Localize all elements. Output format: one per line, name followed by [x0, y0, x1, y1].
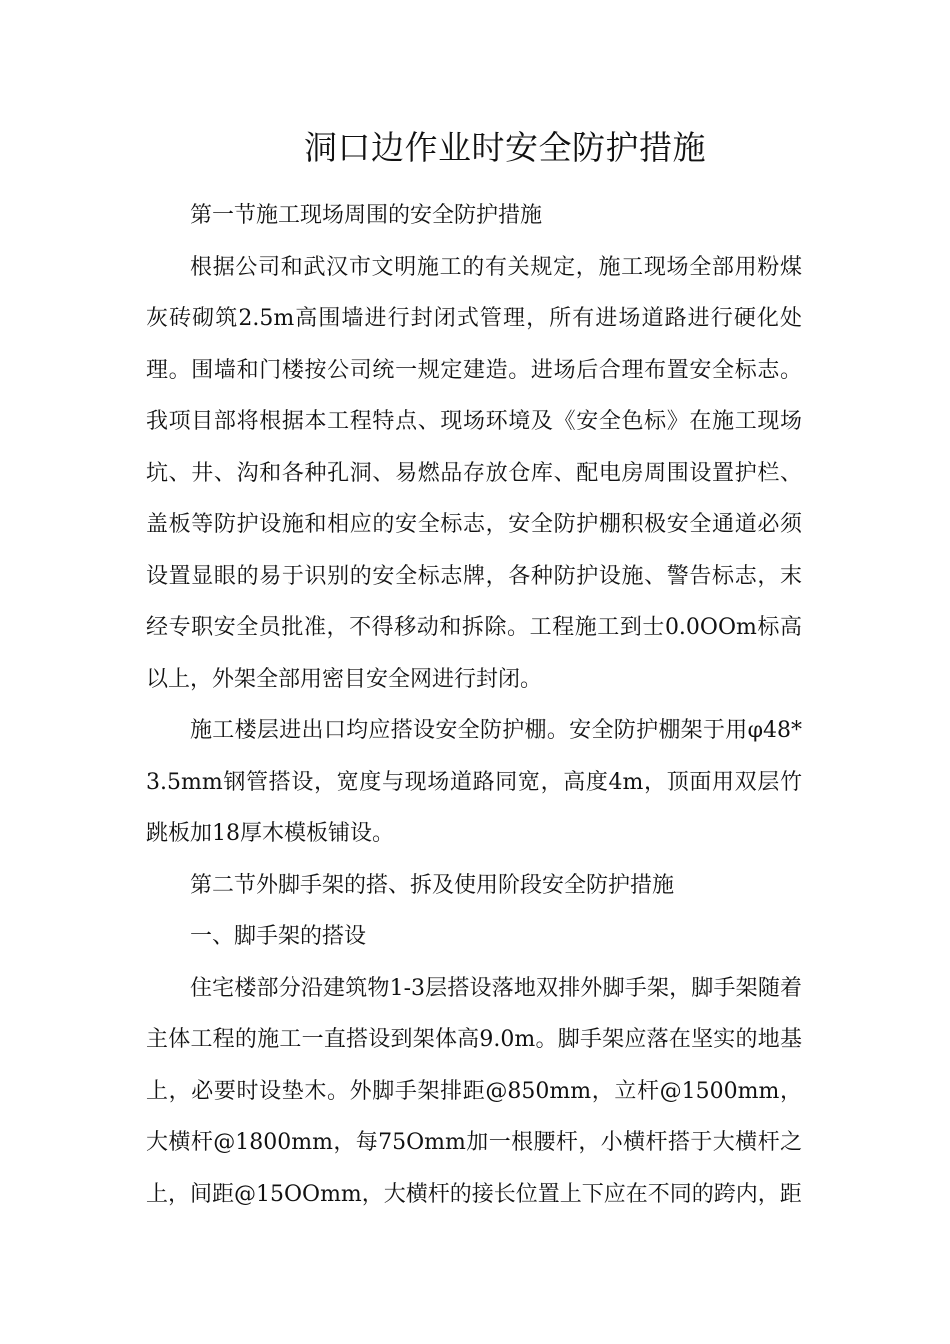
section-heading-2: 第二节外脚手架的搭、拆及使用阶段安全防护措施 — [190, 872, 675, 898]
document-title: 洞口边作业时安全防护措施 — [304, 128, 706, 167]
section-heading-1: 第一节施工现场周围的安全防护措施 — [190, 203, 543, 228]
document-body — [146, 190, 802, 1220]
paragraph: 施工楼层进出口均应搭设安全防护棚。安全防护棚架于用φ48*3.5mm钢管搭设，宽度与现场道路同宽，高度4m，顶面用双层竹跳板加18厚木模板铺设。 — [146, 718, 802, 846]
subsection-heading: 一、脚手架的搭设 — [190, 924, 367, 949]
paragraph: 根据公司和武汉市文明施工的有关规定，施工现场全部用粉煤灰砖砌筑2.5m高围墙进行封闭式管理，所有进场道路进行硬化处理。围墙和门楼按公司统一规定建造。进场后合理布置安全标志。我项目部将根据本工程特点、现场环境及《安全色标》在施工现场坑、井、沟和各种孔洞、易燃品存放仓库、配电房周围设置护栏、盖板等防护设施和相应的安全标志，安全防护棚积极安全通道必须设置显眼的易于识别的安全标志牌，各种防护设施、警告标志，末经专职安全员批准，不得移动和拆除。工程施工到士0.0OOm标高以上，外架全部用密目安全网进行封闭。 — [146, 254, 802, 692]
paragraph: 住宅楼部分沿建筑物1-3层搭设落地双排外脚手架，脚手架随着主体工程的施工一直搭设到架体高9.0m。脚手架应落在坚实的地基上，必要时设垫木。外脚手架排距@850mm，立杆@1500mm，大横杆@1800mm，每75Omm加一根腰杆，小横杆搭于大横杆之上，间距@15OOmm，大横杆的接长位置上下应在不同的跨内，距 — [146, 975, 802, 1207]
